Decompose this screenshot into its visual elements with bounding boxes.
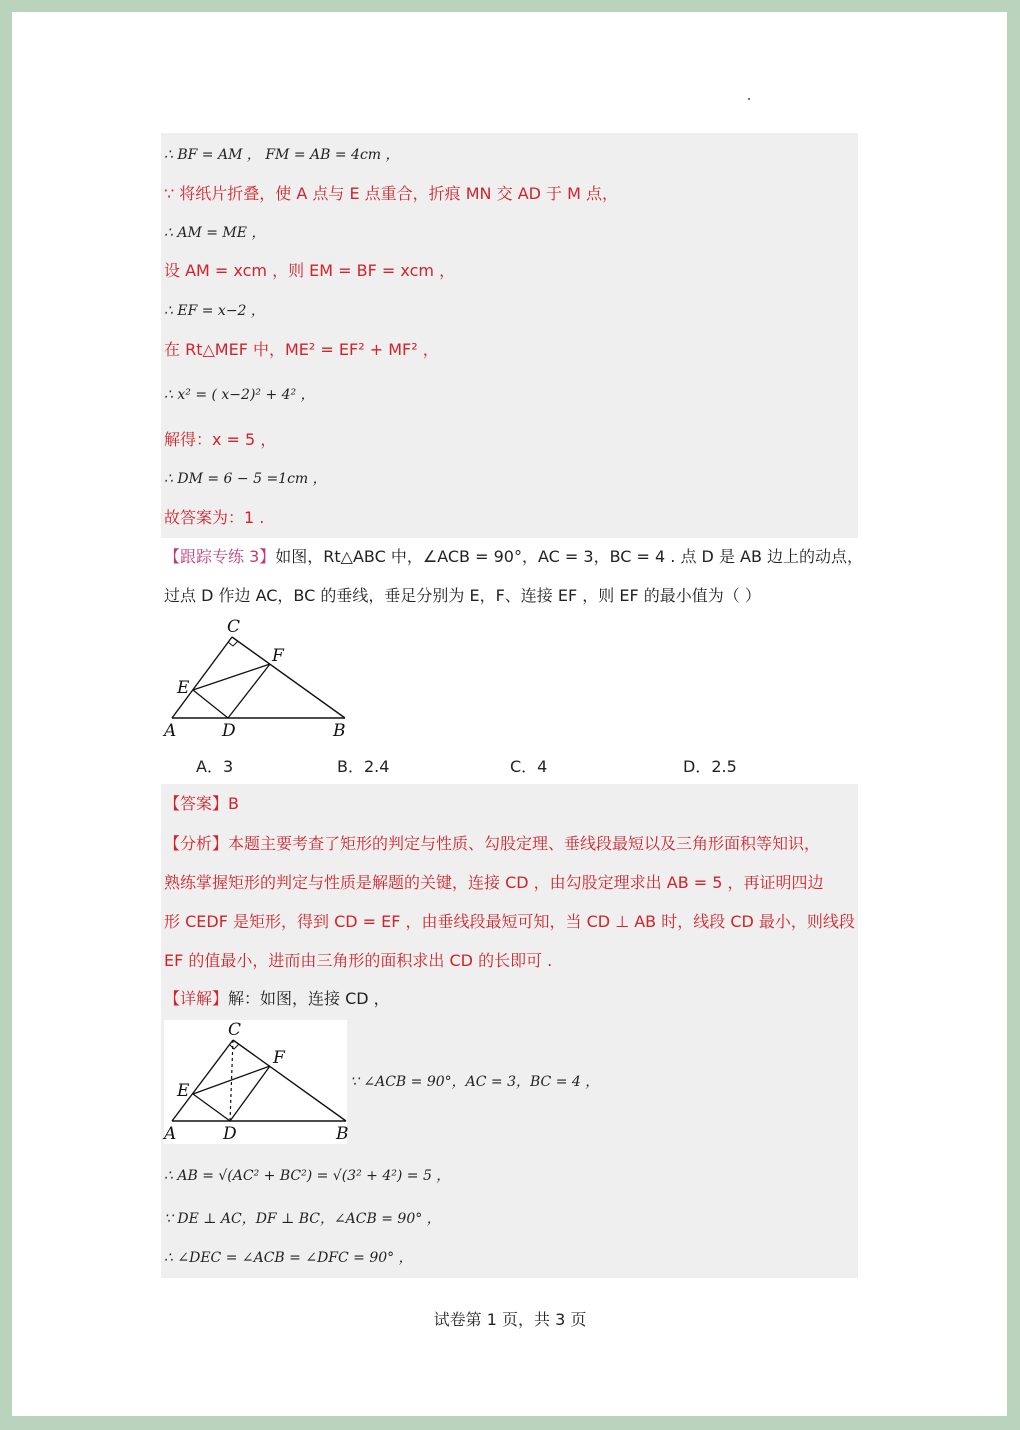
- solution-line-7: ∴ x² = ( x−2)² + 4² ，: [164, 387, 315, 403]
- question-line-2: 过点 D 作边 AC，BC 的垂线，垂足分别为 E，F、连接 EF ，则 EF 的最小值为（ ）: [164, 586, 761, 605]
- detail-segment-de: [193, 1094, 230, 1121]
- solution-line-1: ∴ BF = AM ， FM = AB = 4cm ，: [164, 147, 400, 163]
- detail-given: ∵ ∠ACB = 90°，AC = 3，BC = 4 ，: [350, 1074, 600, 1090]
- solution-line-10: 故答案为：1 .: [164, 508, 265, 527]
- triangle-figure: [160, 615, 360, 740]
- analysis-line-4: EF 的值最小，进而由三角形的面积求出 CD 的长即可 .: [164, 951, 553, 970]
- label-f: F: [272, 646, 284, 666]
- solution-line-4: 设 AM = xcm ，则 EM = BF = xcm ，: [164, 261, 456, 280]
- option-d[interactable]: D．2.5: [683, 757, 737, 776]
- detail-text-1: 解：如图，连接 CD ，: [228, 989, 390, 1008]
- side-bc: [232, 637, 345, 718]
- detail-label-c: C: [228, 1020, 242, 1040]
- segment-de: [193, 690, 228, 718]
- detail-segment-df: [230, 1066, 270, 1121]
- detail-label-d: D: [223, 1124, 237, 1144]
- solution-line-6: 在 Rt△MEF 中，ME² = EF² + MF² ，: [164, 340, 439, 359]
- segment-df: [228, 664, 270, 718]
- label-b: B: [333, 721, 346, 740]
- solution-line-9: ∴ DM = 6 − 5 =1cm ，: [164, 471, 327, 487]
- detail-side-bc: [233, 1040, 346, 1121]
- question-tag: 【跟踪专练 3】: [164, 547, 276, 566]
- page-footer: 试卷第 1 页，共 3 页: [433, 1310, 587, 1329]
- question-text-1: 如图，Rt△ABC 中，∠ACB = 90°，AC = 3，BC = 4 . 点 D 是 AB 边上的动点，: [275, 547, 864, 566]
- answer-line: 【答案】B: [164, 794, 239, 813]
- detail-right-angle-mark: [230, 1044, 239, 1049]
- detail-triangle-figure: [160, 1018, 360, 1146]
- detail-step-3: ∴ ∠DEC = ∠ACB = ∠DFC = 90° ，: [164, 1250, 413, 1266]
- detail-label-e: E: [177, 1081, 190, 1101]
- solution-line-8: 解得：x = 5 ，: [164, 430, 277, 449]
- solution-line-3: ∴ AM = ME ，: [164, 225, 266, 241]
- question-line-1: [164, 546, 863, 568]
- option-b[interactable]: B．2.4: [337, 757, 390, 776]
- speck: [748, 98, 750, 100]
- solution-line-2: ∵ 将纸片折叠，使 A 点与 E 点重合，折痕 MN 交 AD 于 M 点，: [164, 184, 619, 203]
- label-e: E: [177, 678, 190, 698]
- right-angle-mark: [228, 641, 238, 646]
- label-a: A: [164, 721, 177, 740]
- detail-line-1: [164, 988, 390, 1010]
- detail-label-b: B: [336, 1124, 349, 1144]
- detail-tag: 【详解】: [164, 989, 229, 1008]
- option-c[interactable]: C．4: [510, 757, 548, 776]
- analysis-tag: 【分析】: [164, 834, 229, 853]
- analysis-line-3: 形 CEDF 是矩形，得到 CD = EF ，由垂线段最短可知，当 CD ⊥ AB 时，线段 CD 最小，则线段: [164, 912, 855, 931]
- analysis-line-1: [164, 833, 820, 855]
- solution-line-5: ∴ EF = x−2 ，: [164, 303, 265, 319]
- label-c: C: [227, 617, 241, 637]
- option-a[interactable]: A．3: [196, 757, 234, 776]
- segment-ef: [193, 664, 270, 690]
- analysis-text-1: 本题主要考查了矩形的判定与性质、勾股定理、垂线段最短以及三角形面积等知识，: [228, 834, 821, 853]
- detail-step-2: ∵ DE ⊥ AC，DF ⊥ BC，∠ACB = 90° ，: [164, 1211, 441, 1227]
- label-d: D: [222, 721, 236, 740]
- detail-label-a: A: [164, 1124, 177, 1144]
- detail-step-1: ∴ AB = √(AC² + BC²) = √(3² + 4²) = 5 ，: [164, 1168, 451, 1184]
- detail-label-f: F: [273, 1048, 285, 1068]
- analysis-line-2: 熟练掌握矩形的判定与性质是解题的关键，连接 CD ，由勾股定理求出 AB = 5 ，再证明四边: [164, 873, 824, 892]
